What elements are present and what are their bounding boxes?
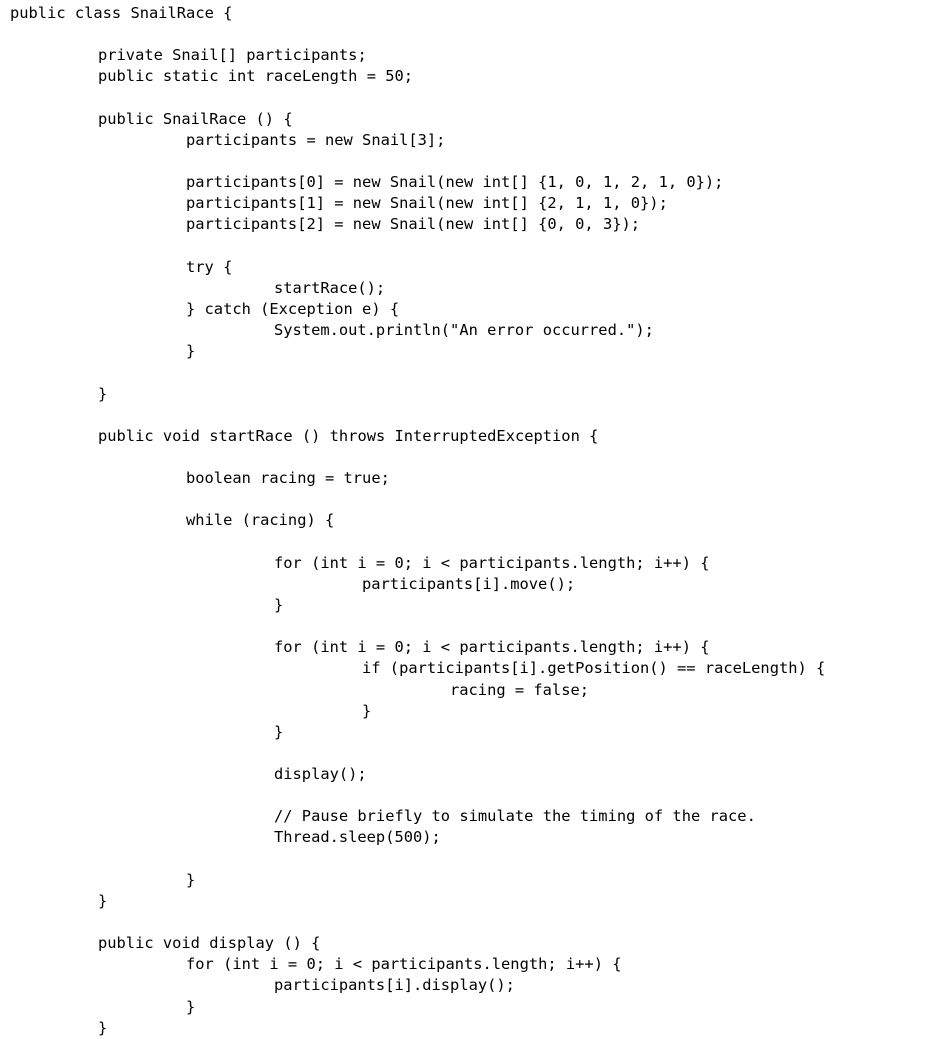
code-line: participants[2] = new Snail(new int[] {0, 0, 3}); [186, 215, 641, 234]
code-line [10, 743, 825, 764]
code-line: boolean racing = true; [186, 469, 390, 488]
code-line: } [274, 595, 284, 614]
code-line: for (int i = 0; i < participants.length; i++) { [186, 955, 622, 974]
code-line: public void display () { [98, 934, 321, 953]
code-line: // Pause briefly to simulate the timing of the race. [274, 807, 756, 826]
code-line [10, 489, 825, 510]
code-line: private Snail[] participants; [98, 46, 367, 65]
code-line: } [186, 870, 196, 889]
code-line: } [186, 997, 196, 1016]
code-line: } [98, 1018, 108, 1037]
code-line [10, 362, 825, 383]
code-line: } [362, 701, 372, 720]
code-line: public SnailRace () { [98, 109, 293, 128]
code-line: public void startRace () throws InterruptedException { [98, 426, 599, 445]
code-line [10, 405, 825, 426]
code-line: participants[i].display(); [274, 976, 515, 995]
code-line: racing = false; [450, 680, 589, 699]
code-line: } catch (Exception e) { [186, 299, 400, 318]
code-line [10, 849, 825, 870]
code-line: try { [186, 257, 233, 276]
code-line [10, 236, 825, 257]
code-line: participants[0] = new Snail(new int[] {1, 0, 1, 2, 1, 0}); [186, 173, 724, 192]
code-line [10, 532, 825, 553]
code-line [10, 151, 825, 172]
code-line [10, 785, 825, 806]
code-line: System.out.println("An error occurred."); [274, 321, 654, 340]
code-line: participants = new Snail[3]; [186, 130, 446, 149]
code-line: participants[i].move(); [362, 574, 576, 593]
code-line: public class SnailRace { [10, 4, 233, 22]
code-line: } [186, 342, 196, 361]
code-line: } [98, 891, 108, 910]
code-line: public static int raceLength = 50; [98, 67, 414, 86]
code-line: if (participants[i].getPosition() == raceLength) { [362, 659, 826, 678]
code-line: startRace(); [274, 278, 386, 297]
code-line: while (racing) { [186, 511, 335, 530]
code-line [10, 24, 825, 45]
code-line: } [274, 722, 284, 741]
code-line: } [98, 384, 108, 403]
code-line [10, 912, 825, 933]
code-line: Thread.sleep(500); [274, 828, 441, 847]
code-line [10, 616, 825, 637]
code-line [10, 447, 825, 468]
code-line: participants[1] = new Snail(new int[] {2, 1, 1, 0}); [186, 194, 668, 213]
code-line: for (int i = 0; i < participants.length; i++) { [274, 553, 710, 572]
code-line: display(); [274, 765, 367, 784]
code-line: for (int i = 0; i < participants.length; i++) { [274, 638, 710, 657]
code-listing [10, 3, 825, 1039]
code-line [10, 88, 825, 109]
